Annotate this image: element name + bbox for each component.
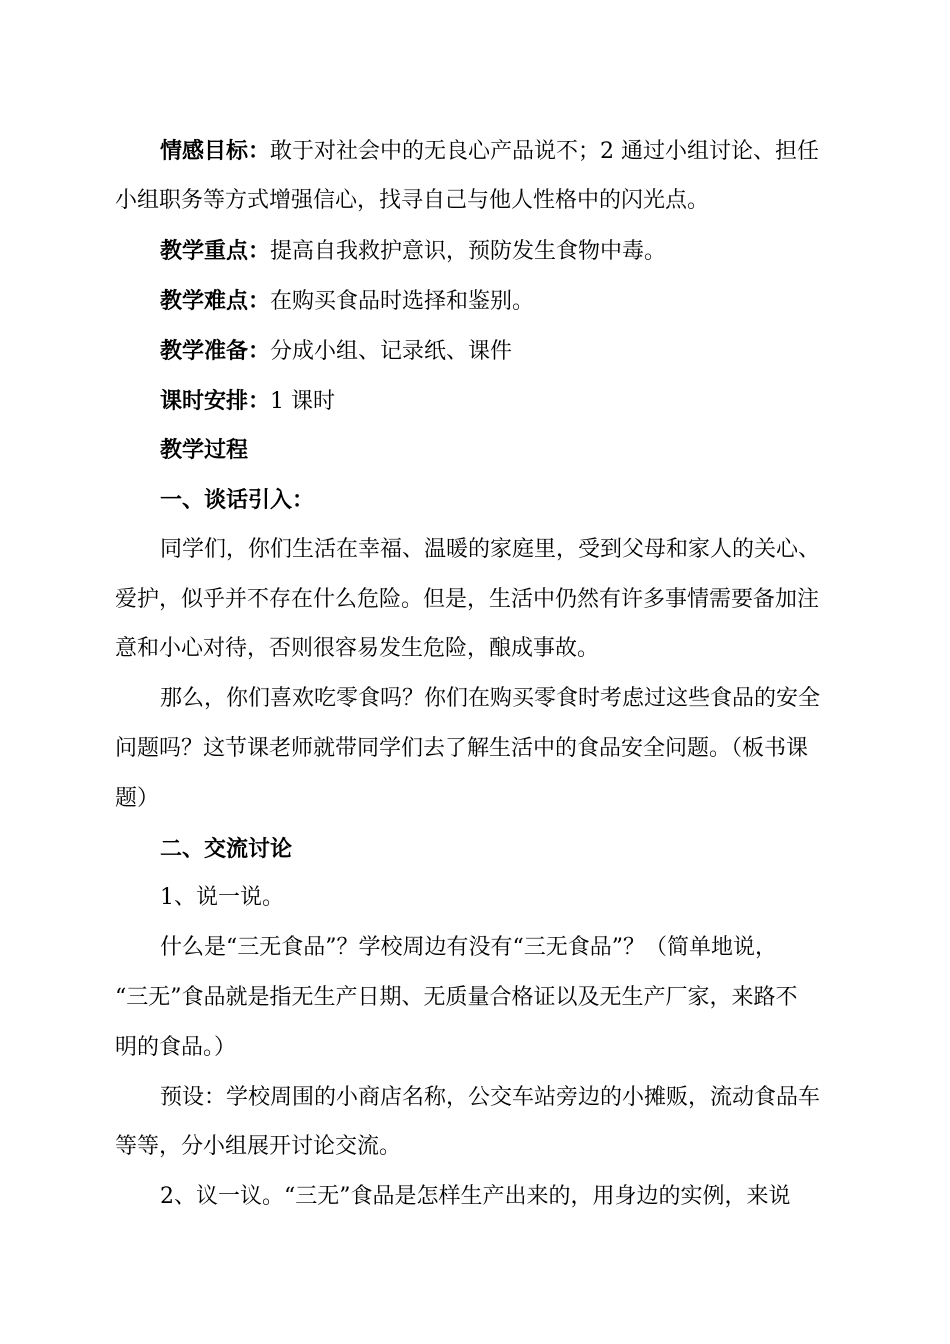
emotion-objective-text: 敢于对社会中的无良心产品说不；2 通过小组讨论、担任 xyxy=(270,139,820,164)
section2-item1: 1、说一说。 xyxy=(160,885,284,910)
class-schedule xyxy=(160,386,840,417)
class-schedule-label: 课时安排： xyxy=(160,388,271,414)
teaching-difficulty-text: 在购买食品时选择和鉴别。 xyxy=(270,289,535,314)
teaching-focus xyxy=(160,236,840,267)
section2-para1-line2: “三无”食品就是指无生产日期、无质量合格证以及无生产厂家，来路不 xyxy=(115,985,798,1010)
section1-para2-line3: 题） xyxy=(115,786,160,811)
section2-para1-line1: 什么是“三无食品”？学校周边有没有“三无食品”？（简单地说， xyxy=(160,935,777,960)
emotion-objective-line-1 xyxy=(160,136,840,167)
process-heading: 教学过程 xyxy=(160,437,249,463)
section1-para2-line1: 那么，你们喜欢吃零食吗？你们在购买零食时考虑过这些食品的安全 xyxy=(160,686,821,711)
teaching-preparation xyxy=(160,336,840,367)
section1-heading: 一、谈话引入： xyxy=(160,487,315,513)
section2-heading: 二、交流讨论 xyxy=(160,836,293,862)
section1-para2-line2: 问题吗？这节课老师就带同学们去了解生活中的食品安全问题。（板书课 xyxy=(115,736,809,761)
teaching-preparation-label: 教学准备： xyxy=(160,338,271,364)
section2-item2: 2、议一议。“三无”食品是怎样生产出来的，用身边的实例，来说 xyxy=(160,1184,791,1209)
emotion-objective-label: 情感目标： xyxy=(160,138,271,164)
teaching-difficulty xyxy=(160,286,840,317)
teaching-difficulty-label: 教学难点： xyxy=(160,288,271,314)
section1-para1-line2: 爱护，似乎并不存在什么危险。但是，生活中仍然有许多事情需要备加注 xyxy=(115,587,820,612)
emotion-objective-line-2: 小组职务等方式增强信心，找寻自己与他人性格中的闪光点。 xyxy=(115,188,710,213)
section2-para2-line1: 预设：学校周围的小商店名称，公交车站旁边的小摊贩，流动食品车 xyxy=(160,1085,821,1110)
class-schedule-text: 1 课时 xyxy=(270,389,336,414)
section1-para1-line3: 意和小心对待，否则很容易发生危险，酿成事故。 xyxy=(115,636,600,661)
section2-para1-line3: 明的食品。） xyxy=(115,1035,237,1060)
section2-para2-line2: 等等，分小组展开讨论交流。 xyxy=(115,1134,402,1159)
teaching-focus-label: 教学重点： xyxy=(160,238,271,264)
section1-para1-line1: 同学们，你们生活在幸福、温暖的家庭里，受到父母和家人的关心、 xyxy=(160,537,821,562)
teaching-preparation-text: 分成小组、记录纸、课件 xyxy=(270,339,513,364)
teaching-focus-text: 提高自我救护意识，预防发生食物中毒。 xyxy=(270,239,667,264)
